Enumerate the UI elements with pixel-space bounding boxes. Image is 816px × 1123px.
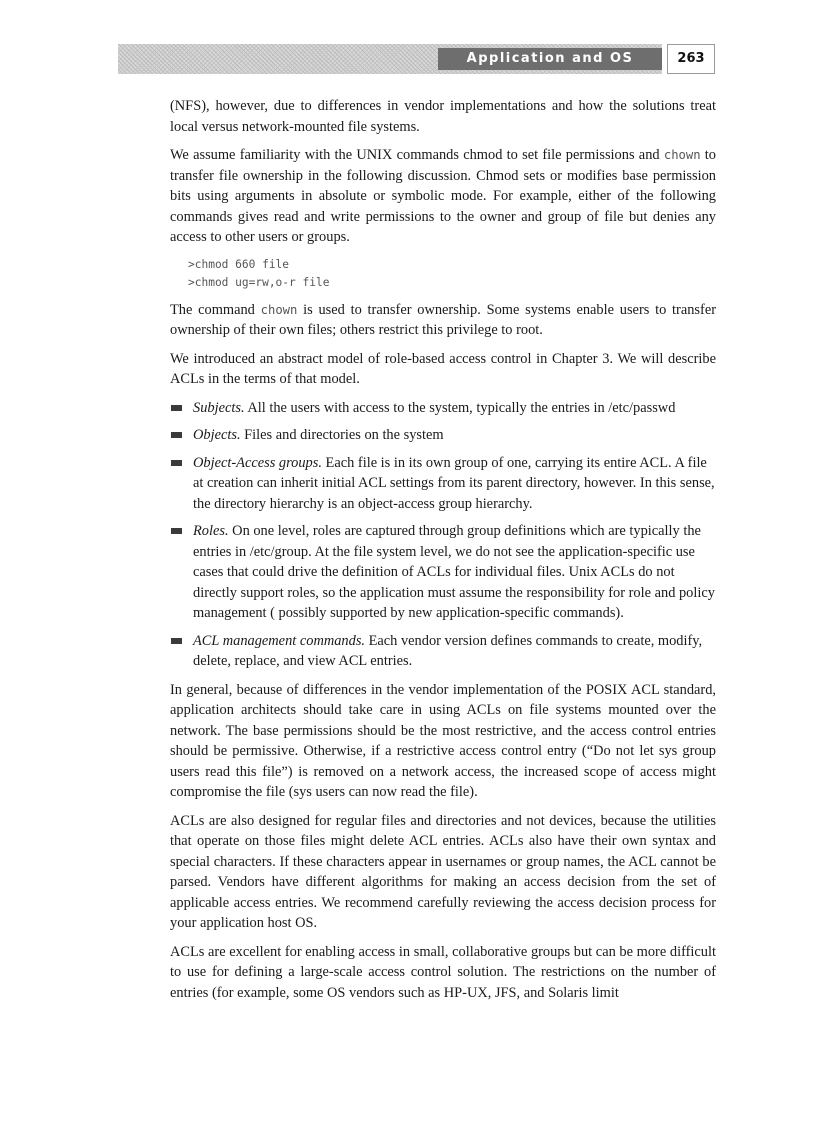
bullet-term: Roles. (193, 523, 229, 539)
list-item-acl-management (170, 631, 716, 672)
bullet-square-icon (171, 432, 182, 438)
paragraph-text: The command (170, 301, 261, 318)
bullet-term: Subjects. (193, 399, 245, 416)
paragraph-nfs: (NFS), however, due to differences in vendor implementations and how the solutions treat local versus network-mounted file systems. (170, 98, 716, 135)
paragraph-acl-scale: ACLs are excellent for enabling access in small, collaborative groups but can be more difficult to use for defining a large-scale access control solution. The restrictions on the number of entries (for example, some OS vendors such as HP-UX, JFS, and Solaris limit (170, 943, 716, 1001)
code-line: >chmod ug=rw,o-r file (188, 275, 330, 289)
code-line: >chmod 660 file (188, 257, 290, 271)
bullet-square-icon (171, 405, 182, 411)
bullet-square-icon (171, 460, 182, 466)
page-number: 263 (667, 44, 715, 74)
paragraph-acl-devices: ACLs are also designed for regular files and directories and not devices, because the utilities that operate on those files might delete ACL entries. ACLs also have their own syntax and special characters. If these characters appear in usernames or group names, the ACL cannot be parsed. Vendors have different algorithms for making an access decision from the set of applicable access entries. We recommend carefully reviewing the access decision process for your application host OS. (170, 812, 716, 931)
paragraph-chown-usage (170, 300, 716, 341)
running-header-title: Application and OS Security (438, 48, 662, 70)
paragraph-text: We assume familiarity with the UNIX commands chmod to set file permissions and (170, 147, 664, 163)
paragraph-chmod-chown (170, 145, 716, 248)
bullet-text: Files and directories on the system (240, 427, 444, 443)
list-item-roles (170, 521, 716, 624)
bullet-text: Each file is in its own group of one, carrying its entire ACL. A file at creation can inherit initial ACL settings from its parent directory, however. In this sense, the directory hierarchy is an object-access group hierarchy. (193, 454, 715, 512)
list-item-objects (170, 425, 716, 446)
bullet-text: On one level, roles are captured through group definitions which are typically the entries in /etc/group. At the file system level, we do not see the application-specific use cases that could drive the definition of ACLs for individual files. Unix ACLs do not directly support roles, so the application must assume the responsibility for role and policy management ( possibly supported by new application-specific commands). (193, 523, 715, 621)
list-item-subjects (170, 398, 716, 419)
inline-code-chown: chown (663, 148, 701, 162)
paragraph-text: to transfer file ownership in the following discussion. Chmod sets or modifies base permission bits using arguments in absolute or symbolic mode. For example, either of the following commands gives read and write permissions to the owner and group of file but denies any access to other users or groups. (170, 147, 717, 245)
paragraph-rbac-model: We introduced an abstract model of role-based access control in Chapter 3. We will describe ACLs in the terms of that model. (170, 350, 716, 387)
bullet-term: Object-Access groups. (193, 454, 322, 471)
bullet-term: Objects. (193, 427, 241, 443)
bullet-term: ACL management commands. (193, 632, 366, 649)
paragraph-posix-acl: In general, because of differences in the vendor implementation of the POSIX ACL standard, application architects should take care in using ACLs on file systems mounted over the network. The base permissions should be the most restrictive, and the access control entries should be permissive. Otherwise, if a restrictive access control entry (“Do not let sys group users read this file”) is removed on a network access, the increased scope of access might compromise the file (sys users can now read the file). (170, 681, 716, 800)
bullet-square-icon (171, 528, 182, 534)
body-text (170, 96, 716, 1011)
inline-code-chown: chown (260, 302, 298, 317)
bullet-text: All the users with access to the system, typically the entries in /etc/passwd (244, 399, 676, 416)
list-item-object-access-groups (170, 453, 716, 515)
bullet-square-icon (171, 638, 182, 644)
paragraph-text: is used to transfer ownership. Some systems enable users to transfer ownership of their own files; others restrict this privilege to root. (170, 301, 716, 338)
bullet-list (170, 398, 716, 672)
bullet-text: Each vendor version defines commands to create, modify, delete, replace, and view ACL entries. (193, 632, 703, 669)
code-block (188, 256, 716, 292)
